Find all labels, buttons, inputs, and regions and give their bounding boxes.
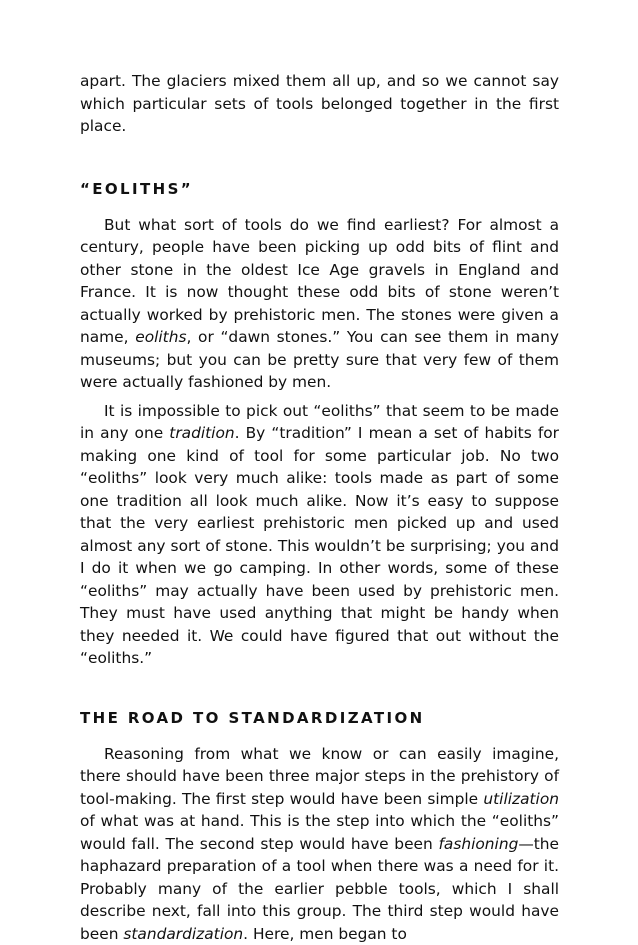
- text-run: , or “dawn stones.” You can see them in many museums; but you can be pretty sure that very few of them were actually fashioned by men.: [80, 328, 559, 391]
- text-run: It is impossible to pick out “eoliths” that seem to be made in any one: [80, 402, 559, 443]
- standardization-paragraph-1: [80, 743, 559, 945]
- text-run: . By “tradition” I mean a set of habits for making one kind of tool for some particular job. No two “eoliths” look very much alike: tools made as part of some one tradition all look much alike. Now it’s easy to suppose that the very earliest prehistoric men picked up and used almost any sort of stone. This wouldn’t be surprising; you and I do it when we go camping. In other words, some of these “eoliths” may actually have been used by prehistoric men. They must have used anything that might be handy when they needed it. We could have figured that out without the “eoliths.”: [80, 424, 559, 667]
- eoliths-paragraph-2: [80, 400, 559, 670]
- eoliths-paragraph-1: [80, 214, 559, 394]
- text-run: —the haphazard preparation of a tool when there was a need for it. Probably many of the earlier pebble tools, which I shall describe next, fall into this group. The third step would have been: [80, 835, 559, 943]
- intro-text: apart. The glaciers mixed them all up, and so we cannot say which particular sets of tools belonged together in the first place.: [80, 72, 559, 135]
- emphasis-eoliths: eoliths: [135, 328, 186, 346]
- emphasis-tradition: tradition: [169, 424, 234, 442]
- document-page: [80, 70, 559, 945]
- emphasis-fashioning: fashioning: [438, 835, 518, 853]
- intro-paragraph: [80, 70, 559, 138]
- section-heading-eoliths: “EOLITHS”: [80, 178, 559, 200]
- text-run: But what sort of tools do we find earliest? For almost a century, people have been picking up odd bits of flint and other stone in the oldest Ice Age gravels in England and France. It is now thought these odd bits of stone weren’t actually worked by prehistoric men. The stones were given a name,: [80, 216, 559, 347]
- text-run: of what was at hand. This is the step into which the “eoliths” would fall. The second step would have been: [80, 812, 559, 853]
- text-run: . Here, men began to: [243, 925, 407, 943]
- emphasis-utilization: utilization: [483, 790, 559, 808]
- text-run: Reasoning from what we know or can easily imagine, there should have been three major steps in the prehistory of tool-making. The first step would have been simple: [80, 745, 559, 808]
- emphasis-standardization: standardization: [123, 925, 243, 943]
- section-heading-standardization: THE ROAD TO STANDARDIZATION: [80, 707, 559, 729]
